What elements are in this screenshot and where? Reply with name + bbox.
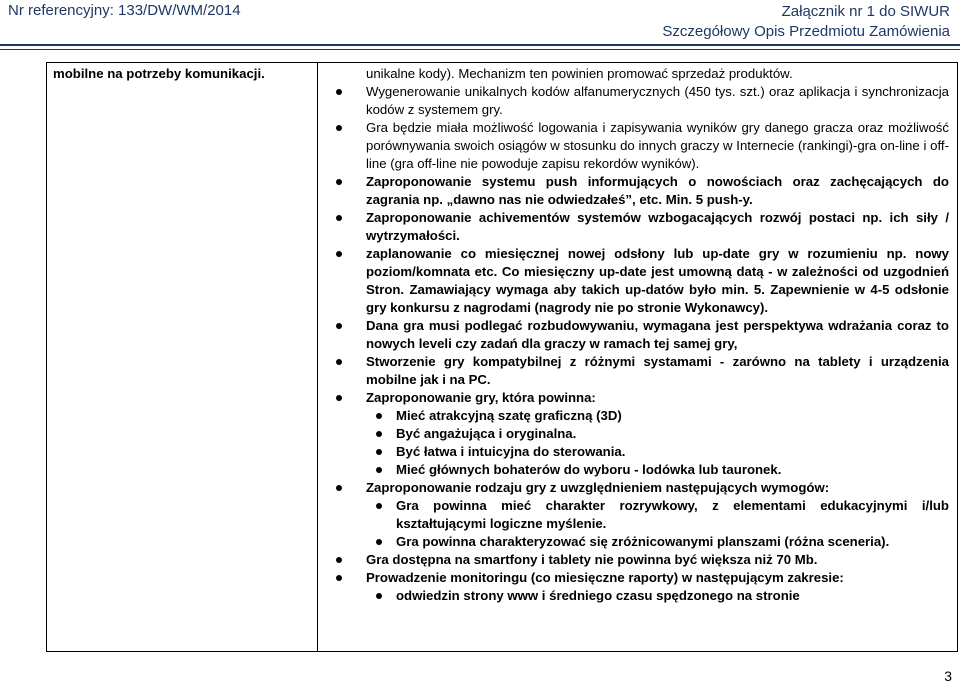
list-item: Zaproponowanie systemu push informujących o nowościach oraz zachęcających do zagrania np. „dawno nas nie odwiedzałeś”, etc. Min. 5 push-y. xyxy=(326,173,949,209)
list-item: Wygenerowanie unikalnych kodów alfanumerycznych (450 tys. szt.) oraz aplikacja i synchronizacja kodów z systemem gry. xyxy=(326,83,949,119)
requirement-name-cell xyxy=(47,63,318,652)
document-reference: Nr referencyjny: 133/DW/WM/2014 xyxy=(8,2,241,19)
list-item: Zaproponowanie achivementów systemów wzbogacających rozwój postaci np. ich siły / wytrzymałości. xyxy=(326,209,949,245)
document-subtitle: Szczegółowy Opis Przedmiotu Zamówienia xyxy=(662,23,950,40)
header-right xyxy=(662,2,950,42)
header-rule-thin xyxy=(0,49,960,50)
annex-label: Załącznik nr 1 do SIWUR xyxy=(781,3,950,20)
list-item-title: Zaproponowanie gry, która powinna: xyxy=(366,390,596,405)
list-item xyxy=(326,389,949,479)
list-item: Stworzenie gry kompatybilnej z różnymi systamami - zarówno na tablety i urządzenia mobilne jak i na PC. xyxy=(326,353,949,389)
table-row xyxy=(47,63,958,652)
continuation-text: unikalne kody). Mechanizm ten powinien promować sprzedaż produktów. xyxy=(366,66,793,81)
list-item: Gra dostępna na smartfony i tablety nie powinna być większa niż 70 Mb. xyxy=(326,551,949,569)
list-item xyxy=(326,569,949,605)
sub-list xyxy=(366,407,949,479)
list-item xyxy=(326,479,949,551)
list-item: zaplanowanie co miesięcznej nowej odsłony lub up-date gry w rozumieniu np. nowy poziom/komnata etc. Co miesięczny up-date jest umowną datą - w zależności od uzgodnień Stron. Zamawiający wymaga aby takich up-datów było min. 5. Zapewnienie w 4-5 odsłonie gry konkursu z nagrodami (nagrody nie po stronie Wykonawcy). xyxy=(326,245,949,317)
header-rule xyxy=(0,44,960,46)
sub-list-item: odwiedzin strony www i średniego czasu spędzonego na stronie xyxy=(366,587,949,605)
list-item: Gra będzie miała możliwość logowania i zapisywania wyników gry danego gracza oraz możliwość porównywania swoich osiągów w stosunku do innych graczy w Internecie (rankingi)-gra on-line i off-line (gra off-line nie powoduje zapisu rekordów wyników). xyxy=(326,119,949,173)
specification-table xyxy=(46,62,958,652)
requirement-details-cell xyxy=(318,63,958,652)
sub-list-item: Mieć atrakcyjną szatę graficzną (3D) xyxy=(366,407,949,425)
sub-list xyxy=(366,587,949,605)
list-item-title: Zaproponowanie rodzaju gry z uwzględnieniem następujących wymogów: xyxy=(366,480,830,495)
list-item: Dana gra musi podlegać rozbudowywaniu, wymagana jest perspektywa wdrażania coraz to nowych leveli czy zadań dla graczy w ramach tej samej gry, xyxy=(326,317,949,353)
sub-list-item: Być angażująca i oryginalna. xyxy=(366,425,949,443)
requirement-list xyxy=(326,83,949,605)
sub-list-item: Gra powinna mieć charakter rozrywkowy, z elementami edukacyjnymi i/lub kształtującymi logiczne myślenie. xyxy=(366,497,949,533)
list-item-title: Prowadzenie monitoringu (co miesięczne raporty) w następującym zakresie: xyxy=(366,570,844,585)
sub-list xyxy=(366,497,949,551)
requirement-name: mobilne na potrzeby komunikacji. xyxy=(53,66,265,81)
page-number: 3 xyxy=(944,668,952,684)
sub-list-item: Mieć głównych bohaterów do wyboru - lodówka lub tauronek. xyxy=(366,461,949,479)
sub-list-item: Być łatwa i intuicyjna do sterowania. xyxy=(366,443,949,461)
sub-list-item: Gra powinna charakteryzować się zróżnicowanymi planszami (różna sceneria). xyxy=(366,533,949,551)
